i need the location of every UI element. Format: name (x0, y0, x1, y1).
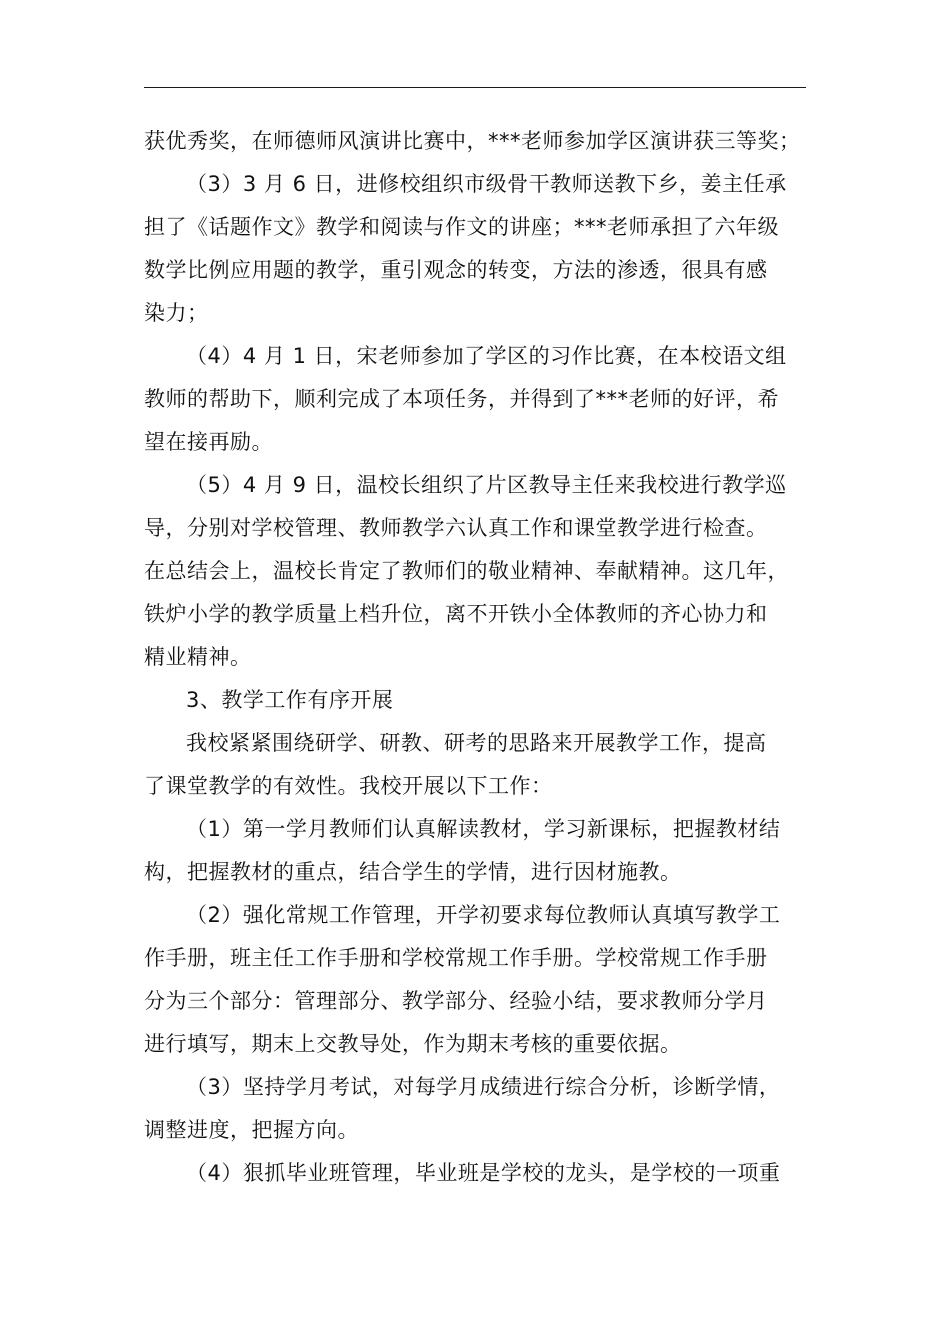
text-line: 作手册，班主任工作手册和学校常规工作手册。学校常规工作手册 (144, 946, 768, 970)
text-line: 精业精神。 (144, 645, 252, 669)
text-line: （2）强化常规工作管理，开学初要求每位教师认真填写教学工 (186, 903, 781, 927)
section-heading: 3、教学工作有序开展 (186, 688, 394, 712)
text-line: 导，分别对学校管理、教师教学六认真工作和课堂教学进行检查。 (144, 516, 768, 540)
text-line: 进行填写，期末上交教导处，作为期末考核的重要依据。 (144, 1032, 682, 1056)
text-line: 染力； (144, 301, 209, 325)
text-line: 分为三个部分：管理部分、教学部分、经验小结，要求教师分学月 (144, 989, 768, 1013)
text-line: （4）4 月 1 日，宋老师参加了学区的习作比赛，在本校语文组 (186, 344, 787, 368)
text-line: 获优秀奖，在师德师风演讲比赛中，***老师参加学区演讲获三等奖； (144, 129, 801, 153)
text-line: 望在接再励。 (144, 430, 273, 454)
text-line: 铁炉小学的教学质量上档升位，离不开铁小全体教师的齐心协力和 (144, 602, 768, 626)
text-line: （5）4 月 9 日，温校长组织了片区教导主任来我校进行教学巡 (186, 473, 787, 497)
text-line: 在总结会上，温校长肯定了教师们的敬业精神、奉献精神。这几年， (144, 559, 789, 583)
text-line: 担了《话题作文》教学和阅读与作文的讲座；***老师承担了六年级 (144, 215, 779, 239)
text-line: 了课堂教学的有效性。我校开展以下工作： (144, 774, 553, 798)
text-line: （1）第一学月教师们认真解读教材，学习新课标，把握教材结 (186, 817, 781, 841)
header-rule (144, 87, 806, 88)
text-line: （3）3 月 6 日，进修校组织市级骨干教师送教下乡，姜主任承 (186, 172, 787, 196)
text-line: 教师的帮助下，顺利完成了本项任务，并得到了***老师的好评，希 (144, 387, 779, 411)
text-line: 调整进度，把握方向。 (144, 1118, 359, 1142)
text-line: 我校紧紧围绕研学、研教、研考的思路来开展教学工作，提高 (186, 731, 767, 755)
text-line: （4）狠抓毕业班管理，毕业班是学校的龙头，是学校的一项重 (186, 1161, 781, 1185)
text-line: 构，把握教材的重点，结合学生的学情，进行因材施教。 (144, 860, 682, 884)
text-line: （3）坚持学月考试，对每学月成绩进行综合分析，诊断学情， (186, 1075, 781, 1099)
text-line: 数学比例应用题的教学，重引观念的转变，方法的渗透，很具有感 (144, 258, 768, 282)
